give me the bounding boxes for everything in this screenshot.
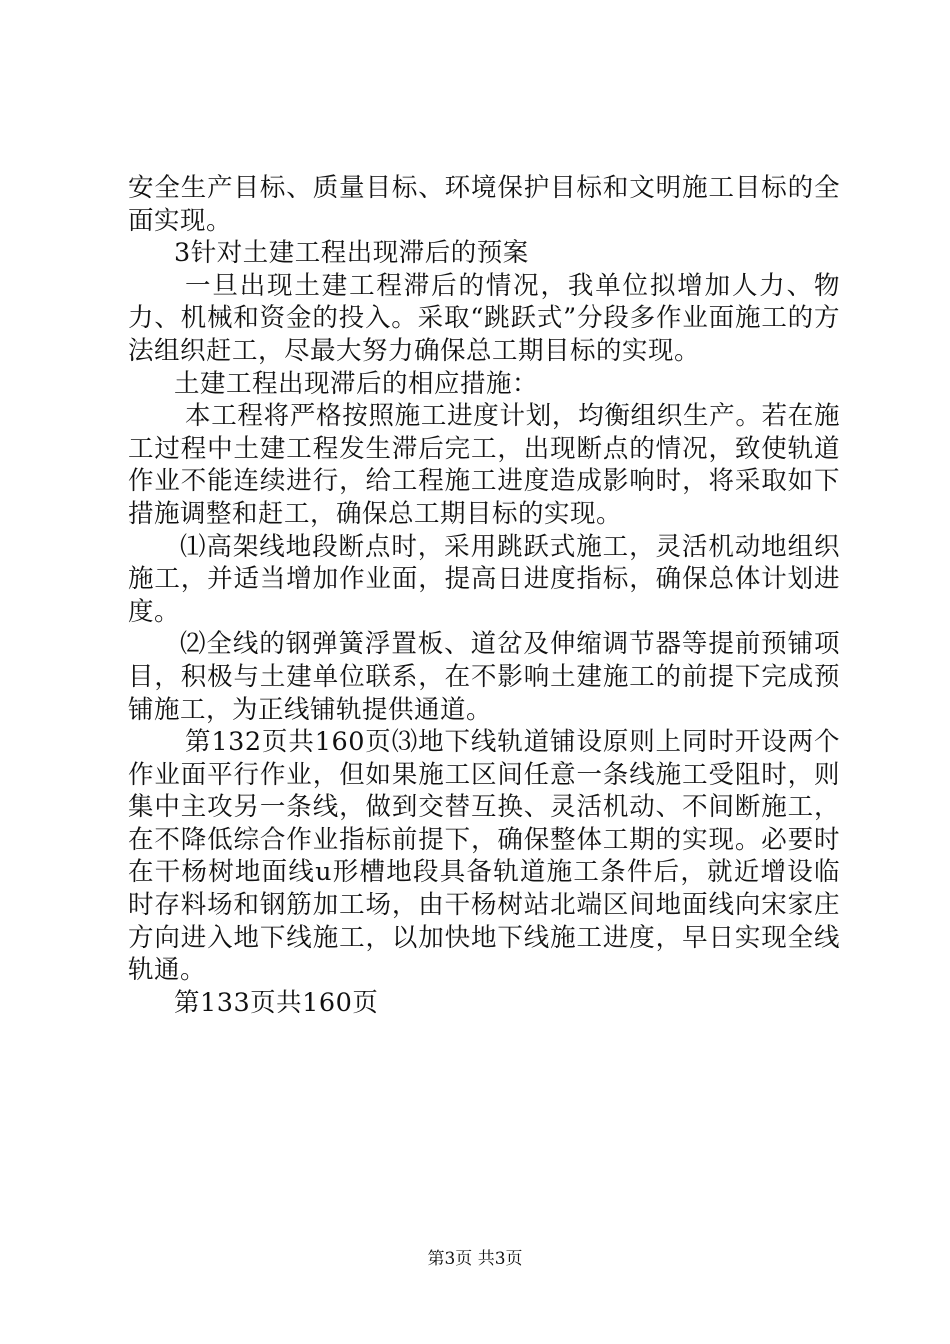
paragraph-3: 本工程将严格按照施工进度计划，均衡组织生产。若在施工过程中土建工程发生滞后完工，出现断点的情况，致使轨道作业不能连续进行，给工程施工进度造成影响时，将采取如下措施调整和赶工，确保总工期目标的实现。	[128, 401, 840, 529]
list-item-1: ⑴高架线地段断点时，采用跳跃式施工，灵活机动地组织施工，并适当增加作业面，提高日进度指标，确保总体计划进度。	[128, 531, 840, 627]
paragraph-4: 第132页共160页⑶地下线轨道铺设原则上同时开设两个作业面平行作业，但如果施工区间任意一条线施工受阻时，则集中主攻另一条线，做到交替互换、灵活机动、不间断施工，在不降低综合作业指标前提下，确保整体工期的实现。必要时在干杨树地面线u形槽地段具备轨道施工条件后，就近增设临时存料场和钢筋加工场，由干杨树站北端区间地面线向宋家庄方向进入地下线施工，以加快地下线施工进度，早日实现全线轨通。	[128, 727, 840, 986]
paragraph-2: 一旦出现土建工程滞后的情况，我单位拟增加人力、物力、机械和资金的投入。采取“跳跃式”分段多作业面施工的方法组织赶工，尽最大努力确保总工期目标的实现。	[128, 270, 840, 366]
inline-page-marker: 第133页共160页	[174, 987, 379, 1018]
page-footer: 第3页 共3页	[427, 1249, 523, 1269]
document-body	[128, 172, 840, 1019]
section-heading: 3针对土建工程出现滞后的预案	[174, 238, 529, 269]
paragraph-1: 安全生产目标、质量目标、环境保护目标和文明施工目标的全面实现。	[128, 173, 840, 236]
list-item-2: ⑵全线的钢弹簧浮置板、道岔及伸缩调节器等提前预铺项目，积极与土建单位联系，在不影响土建施工的前提下完成预铺施工，为正线铺轨提供通道。	[128, 629, 840, 725]
subheading: 土建工程出现滞后的相应措施：	[174, 368, 539, 399]
